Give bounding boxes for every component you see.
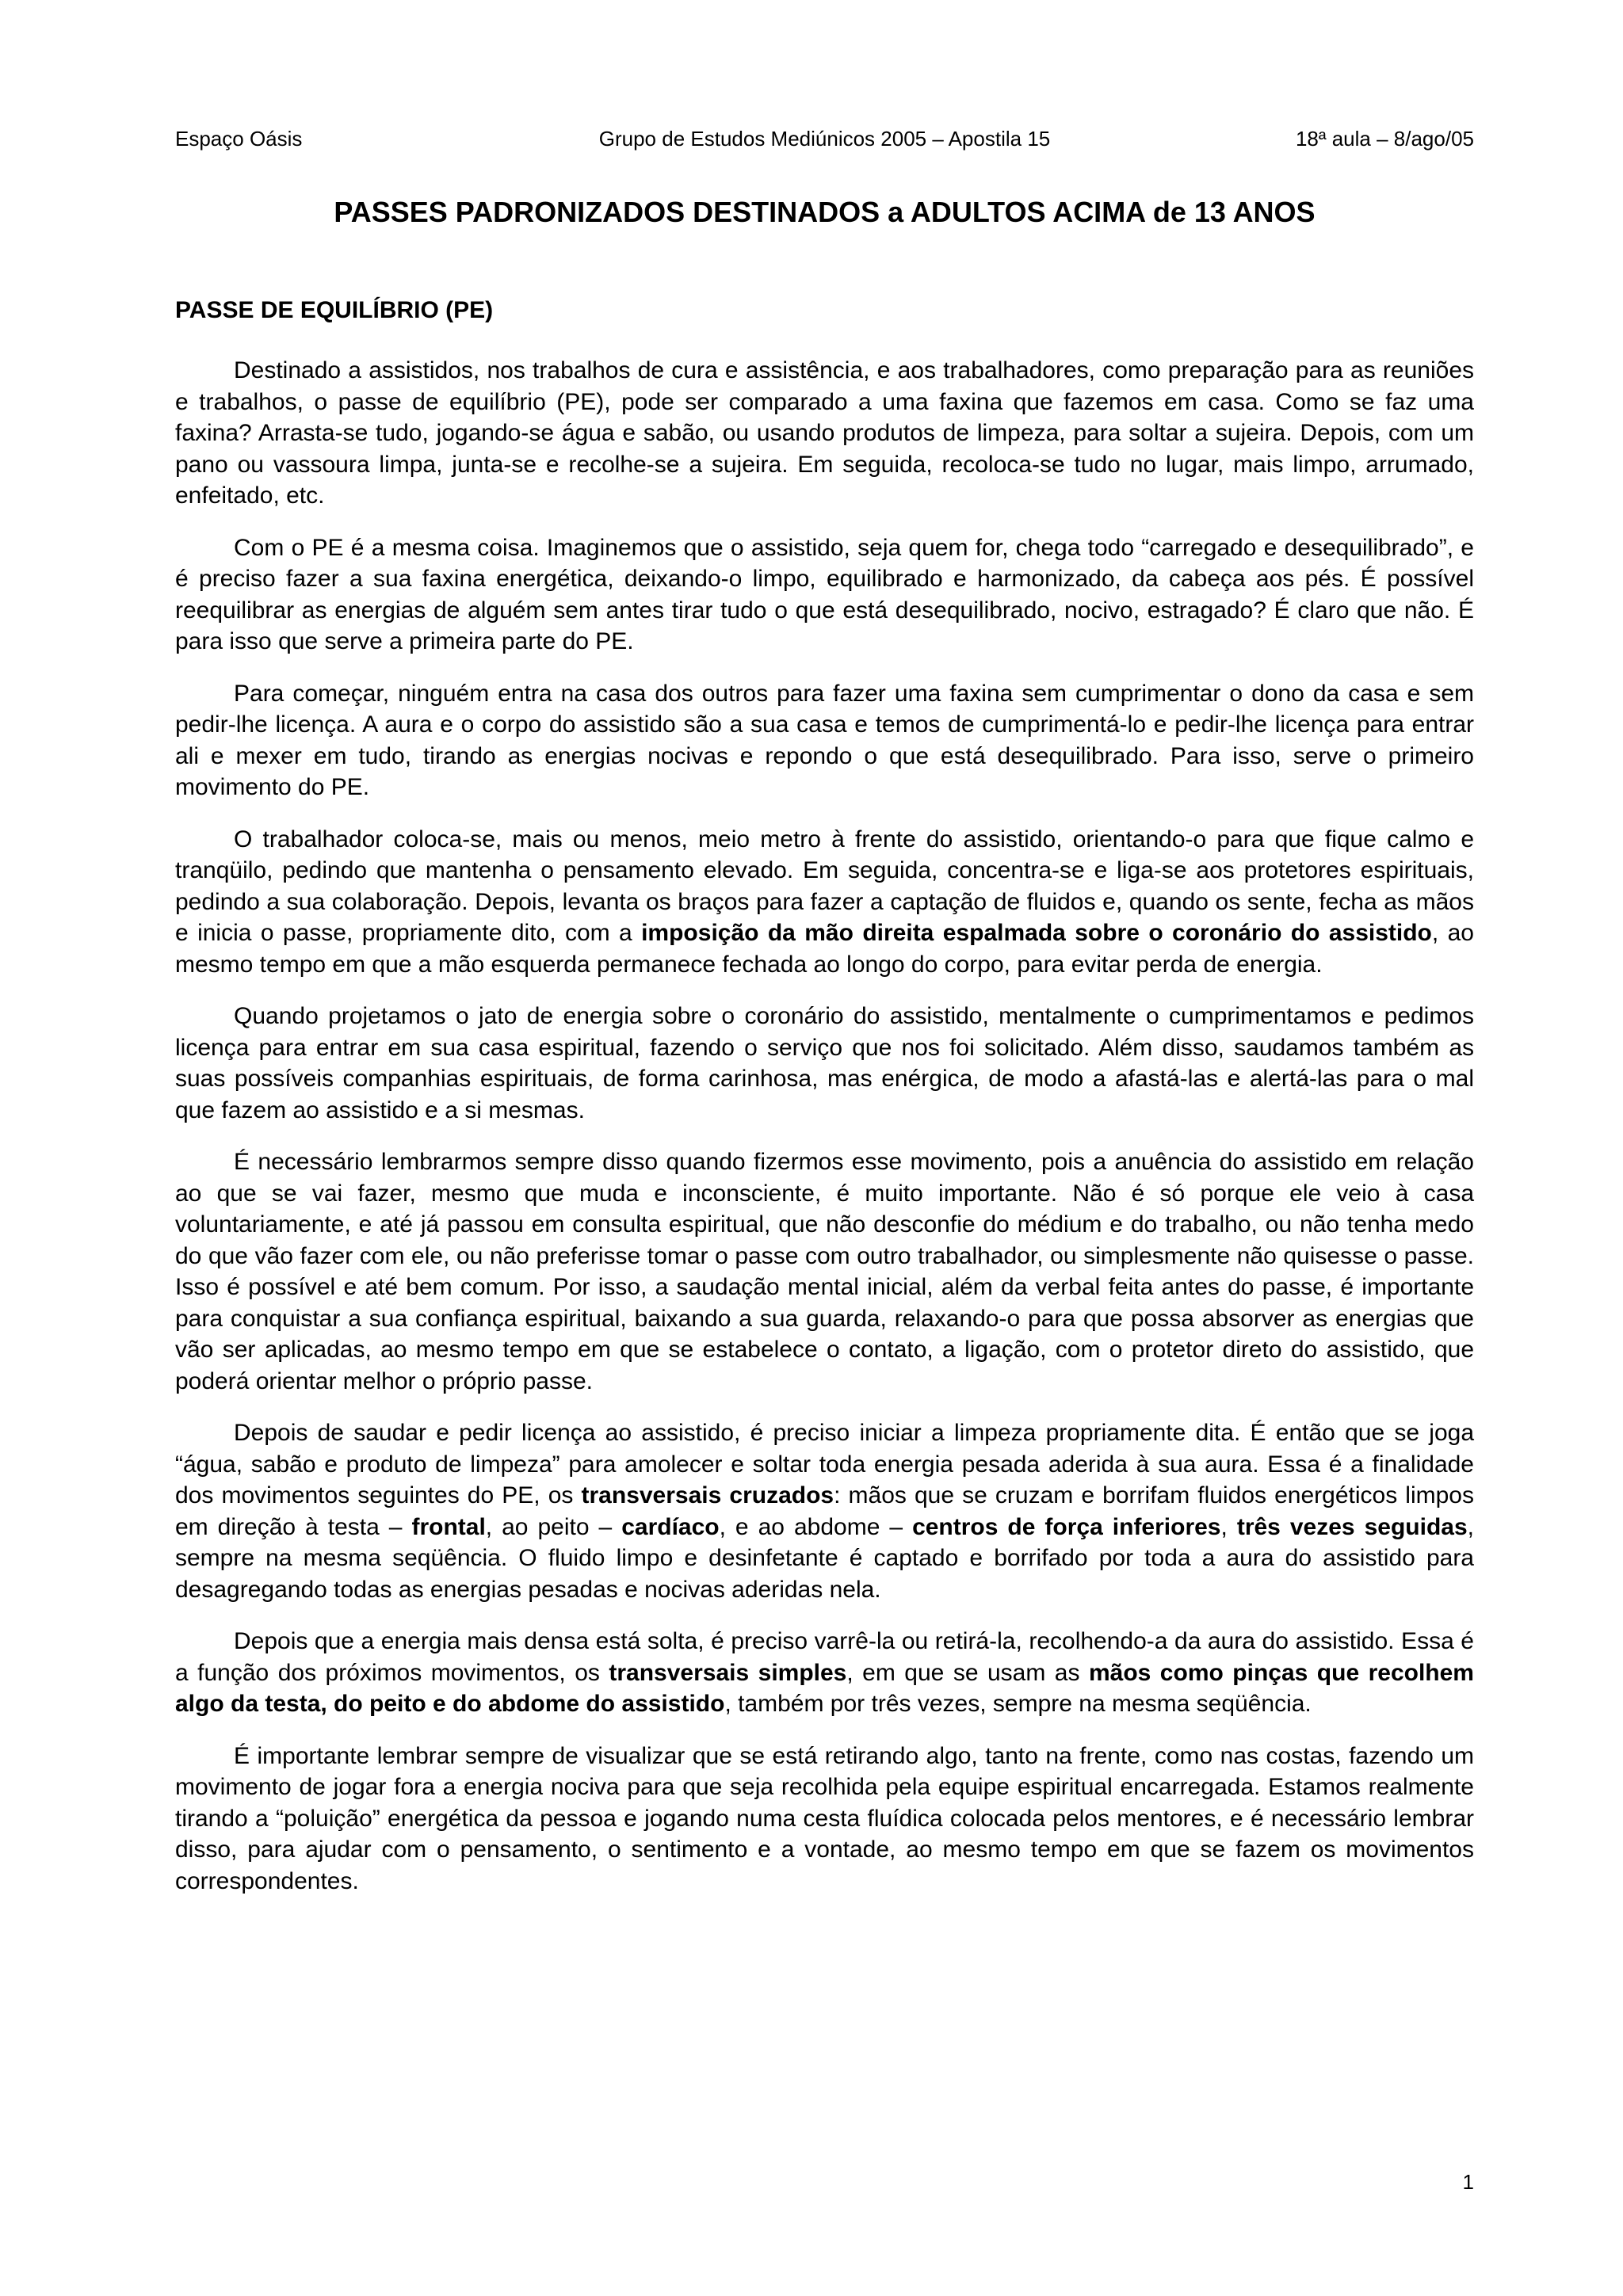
text-run: , (1220, 1513, 1237, 1540)
page-number: 1 (1462, 2170, 1474, 2194)
body-paragraph (175, 824, 1474, 981)
header-left-text: Espaço Oásis (175, 127, 303, 151)
text-run: Destinado a assistidos, nos trabalhos de cura e assistência, e aos trabalhadores, como preparação para as reuniões e trabalhos, o passe de equilíbrio (PE), pode ser comparado a uma faxina que fazemos em casa. Como se faz uma faxina? Arrasta-se tudo, jogando-se água e sabão, ou usando produtos de limpeza, para soltar a sujeira. Depois, com um pano ou vassoura limpa, junta-se e recolhe-se a sujeira. Em seguida, recoloca-se tudo no lugar, mais limpo, arrumado, enfeitado, etc. (175, 357, 1474, 509)
text-run: Com o PE é a mesma coisa. Imaginemos que o assistido, seja quem for, chega todo “carregado e desequilibrado”, e é preciso fazer a sua faxina energética, deixando-o limpo, equilibrado e harmonizado, da cabeça aos pés. É possível reequilibrar as energias de alguém sem antes tirar tudo o que está desequilibrado, nocivo, estragado? É claro que não. É para isso que serve a primeira parte do PE. (175, 534, 1474, 654)
bold-text-run: transversais simples (609, 1659, 847, 1686)
bold-text-run: centros de força inferiores (912, 1513, 1221, 1540)
body-paragraph (175, 1626, 1474, 1720)
bold-text-run: frontal (411, 1513, 486, 1540)
text-run: Quando projetamos o jato de energia sobre o coronário do assistido, mentalmente o cumprimentamos e pedimos licença para entrar em sua casa espiritual, fazendo o serviço que nos foi solicitado. Além disso, saudamos também as suas possíveis companhias espirituais, de forma carinhosa, mas enérgica, de modo a afastá-las e alertá-las para o mal que fazem ao assistido e a si mesmas. (175, 1003, 1474, 1123)
text-run: : mãos que se cruzam e borrifam fluidos energéticos limpos em direção à testa – (175, 1482, 1474, 1540)
body-text (175, 355, 1474, 1917)
body-paragraph (175, 1417, 1474, 1605)
page-header (175, 123, 1474, 154)
text-run: Depois de saudar e pedir licença ao assistido, é preciso iniciar a limpeza propriamente dita. É então que se joga “água, sabão e produto de limpeza” para amolecer e soltar toda energia pesada aderida à sua aura. Essa é a finalidade dos movimentos seguintes do PE, os (175, 1420, 1474, 1508)
text-run: É importante lembrar sempre de visualizar que se está retirando algo, tanto na frente, como nas costas, fazendo um movimento de jogar fora a energia nociva para que seja recolhida pela equipe espiritual encarregada. Estamos realmente tirando a “poluição” energética da pessoa e jogando numa cesta fluídica colocada pelos mentores, e é necessário lembrar disso, para ajudar com o pensamento, o sentimento e a vontade, ao mesmo tempo em que se fazem os movimentos correspondentes. (175, 1742, 1474, 1894)
bold-text-run: mãos como pinças que recolhem algo da testa, do peito e do abdome do assistido (175, 1659, 1474, 1717)
text-run: É necessário lembrarmos sempre disso quando fizermos esse movimento, pois a anuência do assistido em relação ao que se vai fazer, mesmo que muda e inconsciente, é muito importante. Não é só porque ele veio à casa voluntariamente, e até já passou em consulta espiritual, que não desconfie do médium e do trabalho, ou não tenha medo do que vão fazer com ele, ou não preferisse tomar o passe com outro trabalhador, ou simplesmente não quisesse o passe. Isso é possível e até bem comum. Por isso, a saudação mental inicial, além da verbal feita antes do passe, é importante para conquistar a sua confiança espiritual, baixando a sua guarda, relaxando-o para que possa absorver as energias que vão ser aplicadas, ao mesmo tempo em que se estabelece o contato, a ligação, com o protetor direto do assistido, que poderá orientar melhor o próprio passe. (175, 1149, 1474, 1394)
bold-text-run: transversais cruzados (581, 1482, 834, 1508)
section-heading: PASSE DE EQUILÍBRIO (PE) (175, 297, 494, 323)
text-run: , também por três vezes, sempre na mesma seqüência. (724, 1691, 1312, 1717)
text-run: O trabalhador coloca-se, mais ou menos, meio metro à frente do assistido, orientando-o para que fique calmo e tranqüilo, pedindo que mantenha o pensamento elevado. Em seguida, concentra-se e liga-se aos protetores espirituais, pedindo a sua colaboração. Depois, levanta os braços para fazer a captação de fluidos e, quando os sente, fecha as mãos e inicia o passe, propriamente dito, com a (175, 826, 1474, 946)
bold-text-run: cardíaco (621, 1513, 720, 1540)
body-paragraph (175, 355, 1474, 512)
text-run: , ao peito – (485, 1513, 622, 1540)
body-paragraph (175, 678, 1474, 803)
body-paragraph (175, 1741, 1474, 1897)
document-title: PASSES PADRONIZADOS DESTINADOS a ADULTOS ACIMA de 13 ANOS (334, 196, 1316, 228)
text-run: Para começar, ninguém entra na casa dos outros para fazer uma faxina sem cumprimentar o dono da casa e sem pedir-lhe licença. A aura e o corpo do assistido são a sua casa e temos de cumprimentá-lo e pedir-lhe licença para entrar ali e mexer em tudo, tirando as energias nocivas e repondo o que está desequilibrado. Para isso, serve o primeiro movimento do PE. (175, 680, 1474, 800)
header-right-text: 18ª aula – 8/ago/05 (1295, 127, 1474, 151)
bold-text-run: imposição da mão direita espalmada sobre o coronário do assistido (641, 920, 1432, 946)
body-paragraph (175, 532, 1474, 658)
body-paragraph (175, 1001, 1474, 1126)
text-run: , ao mesmo tempo em que a mão esquerda permanece fechada ao longo do corpo, para evitar perda de energia. (175, 920, 1474, 978)
text-run: , sempre na mesma seqüência. O fluido limpo e desinfetante é captado e borrifado por toda a aura do assistido para desagregando todas as energias pesadas e nocivas aderidas nela. (175, 1513, 1474, 1603)
body-paragraph (175, 1146, 1474, 1397)
text-run: Depois que a energia mais densa está solta, é preciso varrê-la ou retirá-la, recolhendo-a da aura do assistido. Essa é a função dos próximos movimentos, os (175, 1628, 1474, 1686)
bold-text-run: três vezes seguidas (1236, 1513, 1468, 1540)
text-run: , em que se usam as (846, 1659, 1089, 1686)
header-center-text: Grupo de Estudos Mediúnicos 2005 – Apostila 15 (598, 127, 1051, 151)
text-run: , e ao abdome – (719, 1513, 913, 1540)
